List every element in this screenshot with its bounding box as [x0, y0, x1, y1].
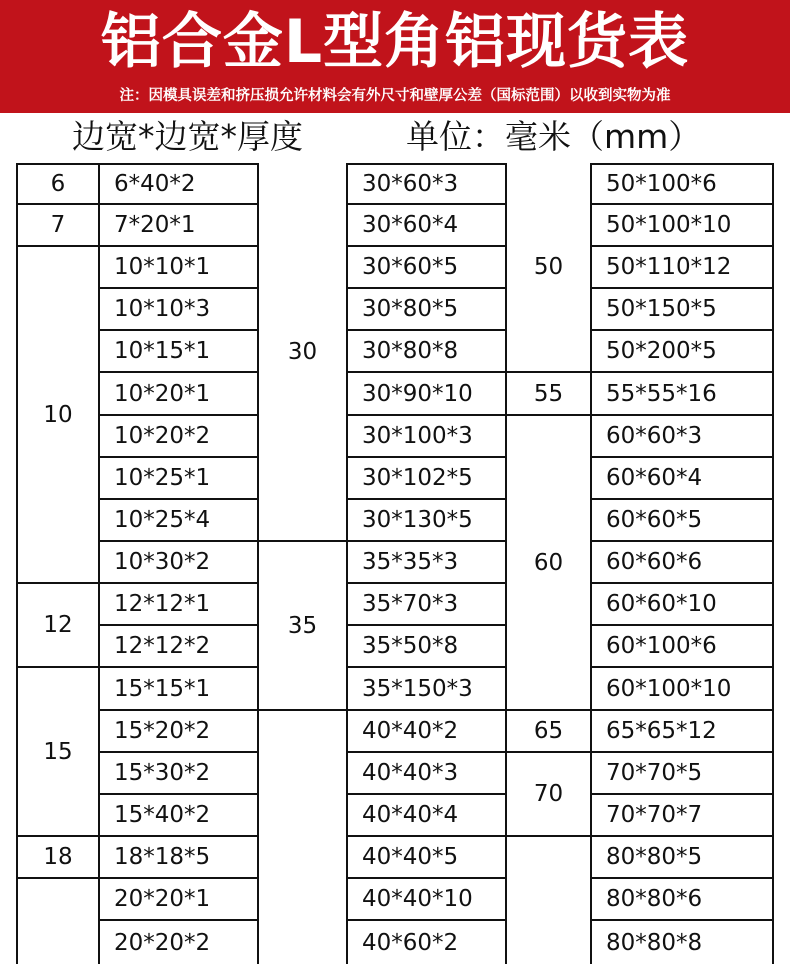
spec-cell: 40*40*2: [348, 711, 507, 753]
spec-cell: 40*60*2: [348, 921, 507, 964]
spec-cell: 30*60*4: [348, 205, 507, 247]
spec-cell: 10*20*1: [100, 373, 259, 416]
spec-cell: 50*200*5: [592, 331, 774, 373]
group-cell: 60: [507, 416, 592, 711]
group-cell: [16, 879, 100, 964]
spec-cell: 10*10*1: [100, 247, 259, 289]
group-cell: 10: [16, 247, 100, 584]
spec-cell: 40*40*3: [348, 753, 507, 795]
spec-cell: 15*15*1: [100, 668, 259, 711]
spec-cell: 80*80*8: [592, 921, 774, 964]
spec-cell: 60*100*10: [592, 668, 774, 711]
spec-cell: 55*55*16: [592, 373, 774, 416]
spec-cell: 30*80*8: [348, 331, 507, 373]
spec-cell: 6*40*2: [100, 163, 259, 205]
spec-cell: 35*70*3: [348, 584, 507, 626]
spec-cell: 12*12*2: [100, 626, 259, 668]
group-cell: [507, 837, 592, 964]
spec-cell: 12*12*1: [100, 584, 259, 626]
spec-cell: 80*80*6: [592, 879, 774, 921]
spec-cell: 60*60*3: [592, 416, 774, 458]
spec-cell: 50*100*6: [592, 163, 774, 205]
group-cell: 15: [16, 668, 100, 837]
spec-cell: 60*60*4: [592, 458, 774, 500]
spec-cell: 35*35*3: [348, 542, 507, 584]
tolerance-note: 注：因模具误差和挤压损允许材料会有外尺寸和壁厚公差（国标范围）以收到实物为准: [119, 88, 671, 104]
spec-cell: 10*20*2: [100, 416, 259, 458]
spec-cell: 7*20*1: [100, 205, 259, 247]
spec-cell: 30*102*5: [348, 458, 507, 500]
spec-cell: 15*30*2: [100, 753, 259, 795]
spec-cell: 40*40*10: [348, 879, 507, 921]
group-cell: 18: [16, 837, 100, 879]
spec-cell: 10*15*1: [100, 331, 259, 373]
spec-cell: 30*60*3: [348, 163, 507, 205]
group-cell: 55: [507, 373, 592, 416]
spec-cell: 35*150*3: [348, 668, 507, 711]
spec-cell: 15*20*2: [100, 711, 259, 753]
format-label: 边宽*边宽*厚度: [72, 117, 303, 156]
spec-cell: 60*60*6: [592, 542, 774, 584]
spec-cell: 60*60*5: [592, 500, 774, 542]
group-cell: 65: [507, 711, 592, 753]
stock-table: [16, 163, 774, 964]
spec-cell: 35*50*8: [348, 626, 507, 668]
spec-cell: 20*20*2: [100, 921, 259, 964]
spec-cell: 10*10*3: [100, 289, 259, 331]
group-cell: 6: [16, 163, 100, 205]
group-cell: 30: [259, 163, 348, 542]
spec-cell: 10*30*2: [100, 542, 259, 584]
spec-cell: 60*60*10: [592, 584, 774, 626]
spec-cell: 50*100*10: [592, 205, 774, 247]
spec-cell: 30*80*5: [348, 289, 507, 331]
unit-label: 单位：毫米（mm）: [406, 117, 702, 156]
group-cell: 50: [507, 163, 592, 373]
header-banner: [0, 0, 790, 113]
group-cell: 7: [16, 205, 100, 247]
spec-cell: 15*40*2: [100, 795, 259, 837]
spec-cell: 10*25*4: [100, 500, 259, 542]
group-cell: 35: [259, 542, 348, 711]
group-cell: [259, 711, 348, 964]
group-cell: 70: [507, 753, 592, 837]
spec-cell: 65*65*12: [592, 711, 774, 753]
spec-cell: 50*110*12: [592, 247, 774, 289]
spec-cell: 70*70*5: [592, 753, 774, 795]
spec-cell: 30*90*10: [348, 373, 507, 416]
spec-cell: 10*25*1: [100, 458, 259, 500]
spec-cell: 70*70*7: [592, 795, 774, 837]
spec-cell: 40*40*4: [348, 795, 507, 837]
spec-cell: 40*40*5: [348, 837, 507, 879]
spec-cell: 30*130*5: [348, 500, 507, 542]
spec-cell: 30*100*3: [348, 416, 507, 458]
spec-cell: 50*150*5: [592, 289, 774, 331]
page-title: 铝合金L型角铝现货表: [100, 7, 690, 77]
spec-cell: 20*20*1: [100, 879, 259, 921]
spec-cell: 60*100*6: [592, 626, 774, 668]
group-cell: 12: [16, 584, 100, 668]
spec-cell: 18*18*5: [100, 837, 259, 879]
spec-cell: 80*80*5: [592, 837, 774, 879]
spec-cell: 30*60*5: [348, 247, 507, 289]
